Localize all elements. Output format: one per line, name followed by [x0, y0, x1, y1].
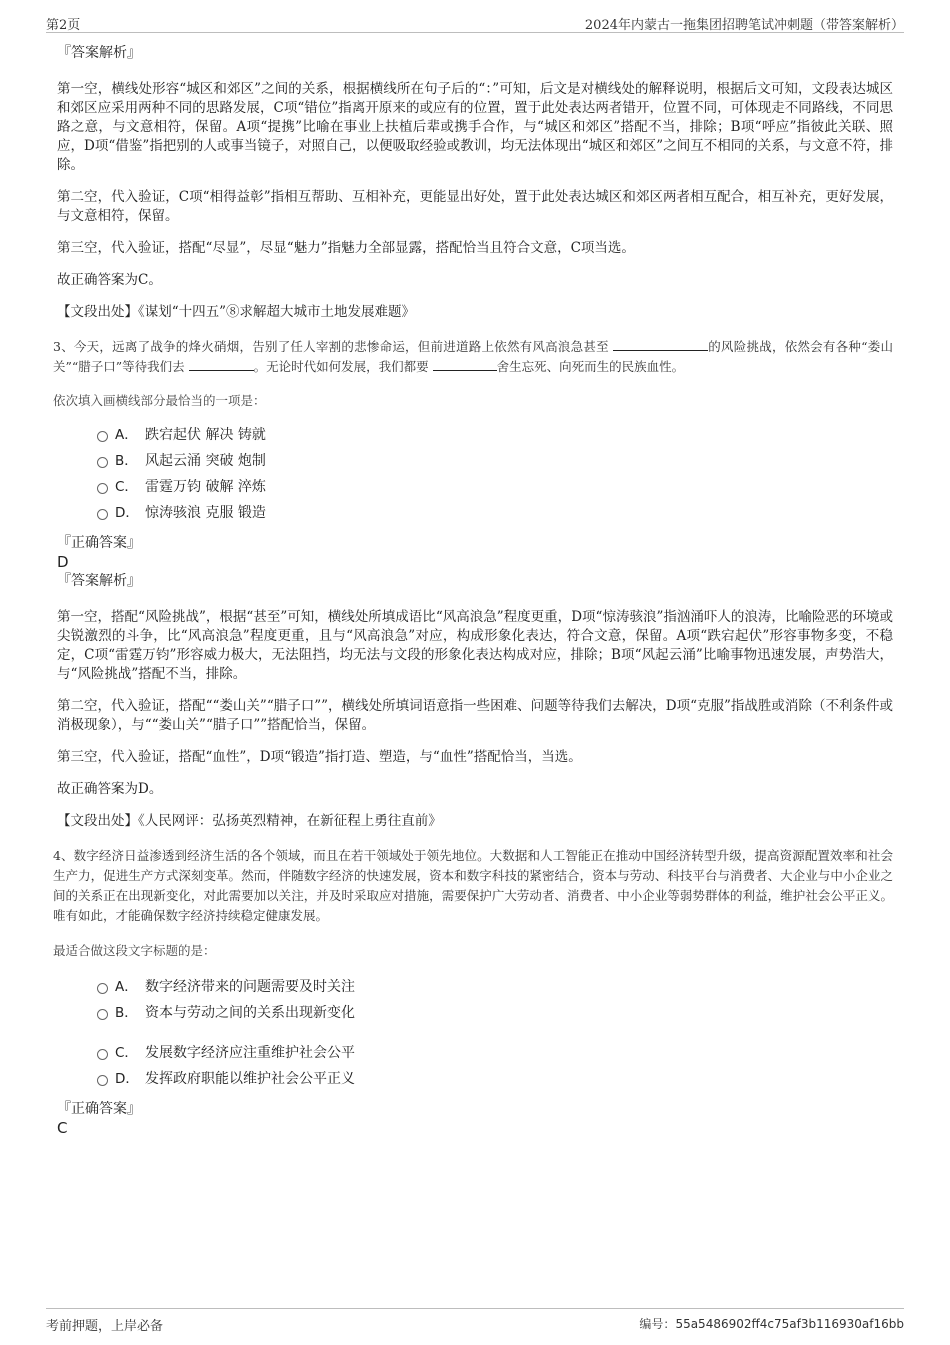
page-header — [46, 12, 904, 33]
correct-answer-label: 『正确答案』 — [57, 1101, 141, 1117]
question-4-text: 4、数字经济日益渗透到经济生活的各个领域，而且在若干领域处于领先地位。大数据和人工智能正在推动中国经济转型升级，提高资源配置效率和社会生产力，促进生产方式深刻变革。然而，伴随数字经济的快速发展，资本和数字科技的紧密结合，资本与劳动、科技平台与消费者、大企业与中小企业之间的关系正在出现新变化，对此需要加以关注，并及时采取应对措施，需要保护广大劳动者、消费者、中小企业等弱势群体的利益，维护社会公平正义。唯有如此，才能确保数字经济持续稳定健康发展。 — [53, 848, 893, 923]
radio-icon[interactable] — [97, 1075, 108, 1086]
question-4-options — [57, 974, 893, 1092]
radio-icon[interactable] — [97, 1049, 108, 1060]
option-b[interactable]: B． 风起云涌 突破 炮制 — [97, 448, 893, 474]
radio-icon[interactable] — [97, 457, 108, 468]
option-c[interactable]: C． 发展数字经济应注重维护社会公平 — [97, 1040, 893, 1066]
page-number: 第2页 — [46, 18, 81, 33]
option-b[interactable]: B． 资本与劳动之间的关系出现新变化 — [97, 1000, 893, 1026]
question-4-prompt: 最适合做这段文字标题的是： — [53, 943, 216, 958]
correct-answer-label: 『正确答案』 — [57, 535, 141, 551]
analysis-paragraph: 第一空，横线处形容“城区和郊区”之间的关系，根据横线所在句子后的“：”可知，后文是对横线处的解释说明，根据后文可知，文段表达城区和郊区应采用两种不同的思路发展，C项“错位”指离开原来的或应有的位置，置于此处表达两者错开，位置不同，可体现走不同路线，不同思路之意，与文意相符，保留。A项“提携”比喻在事业上扶植后辈或携手合作，与“城区和郊区”搭配不当，排除；B项“呼应”指彼此关联、照应，D项“借鉴”指把别的人或事当镜子，对照自己，以便吸取经验或教训，均无法体现出“城区和郊区”之间互不相同的关系，与文意不符，排除。 — [57, 81, 893, 173]
answer-conclusion: 故正确答案为C。 — [57, 272, 162, 288]
correct-answer: D — [57, 553, 69, 571]
radio-icon[interactable] — [97, 1009, 108, 1020]
analysis-label: 『答案解析』 — [57, 573, 141, 589]
question-3-prompt: 依次填入画横线部分最恰当的一项是： — [53, 393, 266, 408]
analysis-paragraph: 第二空，代入验证，搭配““娄山关”“腊子口””，横线处所填词语意指一些困难、问题等待我们去解决，D项“克服”指战胜或消除（不利条件或消极现象），与““娄山关”“腊子口””搭配恰当，保留。 — [57, 698, 893, 733]
question-3-options — [57, 422, 893, 526]
document-serial: 编号：55a5486902ff4c75af3b116930af16bb — [639, 1317, 904, 1331]
option-d[interactable]: D． 惊涛骇浪 克服 锻造 — [97, 500, 893, 526]
question-3-text: 3、今天，远离了战争的烽火硝烟，告别了任人宰割的悲惨命运，但前进道路上依然有风高浪急甚至 的风险挑战，依然会有各种“娄山关”“腊子口”等待我们去 。无论时代如何发展，我们都要 舍生忘死、向死而生的民族血性。 — [53, 339, 893, 374]
answer-blank — [613, 337, 708, 351]
option-a[interactable]: A． 跌宕起伏 解决 铸就 — [97, 422, 893, 448]
source-citation: 【文段出处】《人民网评：弘扬英烈精神，在新征程上勇往直前》 — [57, 813, 442, 829]
radio-icon[interactable] — [97, 509, 108, 520]
analysis-paragraph: 第二空，代入验证，C项“相得益彰”指相互帮助、互相补充，更能显出好处，置于此处表达城区和郊区两者相互配合，相互补充，更好发展，与文意相符，保留。 — [57, 189, 893, 224]
source-citation: 【文段出处】《谋划“十四五”⑧求解超大城市土地发展难题》 — [57, 304, 416, 320]
page-content — [53, 44, 893, 1138]
analysis-label: 『答案解析』 — [57, 45, 141, 61]
correct-answer: C — [57, 1119, 68, 1137]
radio-icon[interactable] — [97, 483, 108, 494]
option-c[interactable]: C． 雷霆万钧 破解 淬炼 — [97, 474, 893, 500]
page-footer — [46, 1308, 904, 1335]
option-d[interactable]: D． 发挥政府职能以维护社会公平正义 — [97, 1066, 893, 1092]
radio-icon[interactable] — [97, 983, 108, 994]
document-title: 2024年内蒙古一拖集团招聘笔试冲刺题（带答案解析） — [584, 18, 904, 33]
option-a[interactable]: A． 数字经济带来的问题需要及时关注 — [97, 974, 893, 1000]
radio-icon[interactable] — [97, 431, 108, 442]
analysis-paragraph: 第三空，代入验证，搭配“尽显”，尽显“魅力”指魅力全部显露，搭配恰当且符合文意，C项当选。 — [57, 240, 635, 256]
footer-slogan: 考前押题，上岸必备 — [46, 1319, 164, 1334]
answer-conclusion: 故正确答案为D。 — [57, 781, 163, 797]
analysis-paragraph: 第一空，搭配“风险挑战”，根据“甚至”可知，横线处所填成语比“风高浪急”程度更重，D项“惊涛骇浪”指汹涌吓人的浪涛，比喻险恶的环境或尖锐激烈的斗争，比“风高浪急”程度更重，且与“风高浪急”对应，构成形象化表达，符合文意，保留。A项“跌宕起伏”形容事物多变，不稳定，C项“雷霆万钧”形容威力极大，无法阻挡，均无法与文段的形象化表达构成对应，排除；B项“风起云涌”比喻事物迅速发展，声势浩大，与“风险挑战”搭配不当，排除。 — [57, 609, 893, 682]
analysis-paragraph: 第三空，代入验证，搭配“血性”，D项“锻造”指打造、塑造，与“血性”搭配恰当，当选。 — [57, 749, 582, 765]
answer-blank — [189, 357, 254, 371]
answer-blank — [433, 357, 497, 371]
